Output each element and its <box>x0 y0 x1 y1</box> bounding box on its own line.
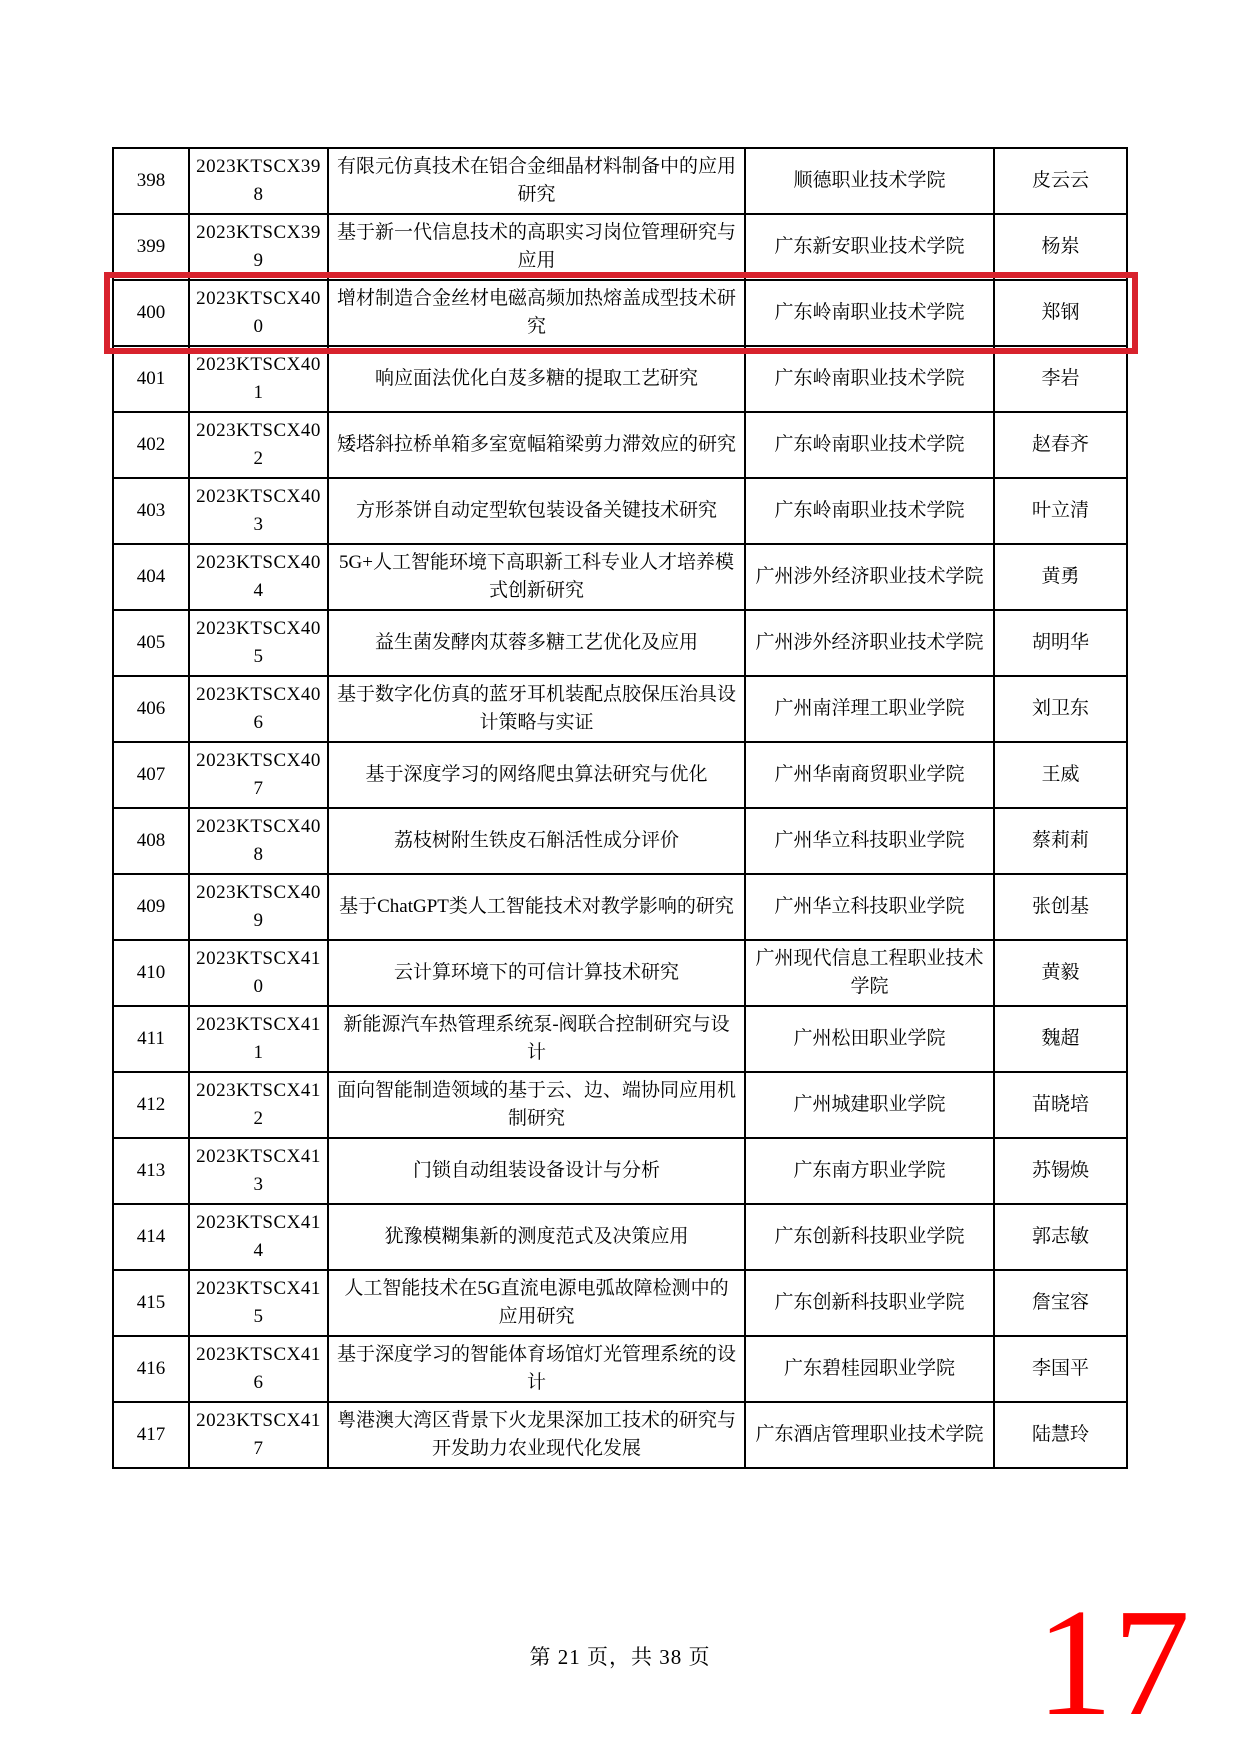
row-number: 408 <box>113 808 189 874</box>
project-title: 基于深度学习的网络爬虫算法研究与优化 <box>328 742 745 808</box>
project-leader: 詹宝容 <box>994 1270 1127 1336</box>
table-row <box>113 148 1127 214</box>
project-title: 人工智能技术在5G直流电源电弧故障检测中的应用研究 <box>328 1270 745 1336</box>
project-leader: 苏锡焕 <box>994 1138 1127 1204</box>
project-leader: 魏超 <box>994 1006 1127 1072</box>
project-code: 2023KTSCX414 <box>189 1204 328 1270</box>
project-code: 2023KTSCX402 <box>189 412 328 478</box>
project-title: 有限元仿真技术在铝合金细晶材料制备中的应用研究 <box>328 148 745 214</box>
table-row <box>113 544 1127 610</box>
project-leader: 黄毅 <box>994 940 1127 1006</box>
table-row <box>113 1138 1127 1204</box>
table-row <box>113 214 1127 280</box>
project-leader: 杨岽 <box>994 214 1127 280</box>
project-leader: 李岩 <box>994 346 1127 412</box>
table-row <box>113 1336 1127 1402</box>
project-code: 2023KTSCX410 <box>189 940 328 1006</box>
institution: 顺德职业技术学院 <box>745 148 994 214</box>
table-row <box>113 808 1127 874</box>
row-number: 416 <box>113 1336 189 1402</box>
row-number: 415 <box>113 1270 189 1336</box>
project-code: 2023KTSCX405 <box>189 610 328 676</box>
institution: 广州南洋理工职业学院 <box>745 676 994 742</box>
project-code: 2023KTSCX398 <box>189 148 328 214</box>
institution: 广东岭南职业技术学院 <box>745 412 994 478</box>
table-row <box>113 478 1127 544</box>
project-code: 2023KTSCX401 <box>189 346 328 412</box>
project-leader: 郭志敏 <box>994 1204 1127 1270</box>
project-leader: 郑钢 <box>994 280 1127 346</box>
project-title: 矮塔斜拉桥单箱多室宽幅箱梁剪力滞效应的研究 <box>328 412 745 478</box>
row-number: 405 <box>113 610 189 676</box>
projects-table <box>112 147 1128 1469</box>
project-leader: 苗晓培 <box>994 1072 1127 1138</box>
project-title: 5G+人工智能环境下高职新工科专业人才培养模式创新研究 <box>328 544 745 610</box>
project-title: 基于新一代信息技术的高职实习岗位管理研究与应用 <box>328 214 745 280</box>
project-code: 2023KTSCX409 <box>189 874 328 940</box>
project-title: 基于深度学习的智能体育场馆灯光管理系统的设计 <box>328 1336 745 1402</box>
institution: 广东创新科技职业学院 <box>745 1270 994 1336</box>
institution: 广东南方职业学院 <box>745 1138 994 1204</box>
institution: 广州城建职业学院 <box>745 1072 994 1138</box>
table-row <box>113 1204 1127 1270</box>
row-number: 417 <box>113 1402 189 1468</box>
project-title: 益生菌发酵肉苁蓉多糖工艺优化及应用 <box>328 610 745 676</box>
institution: 广州华南商贸职业学院 <box>745 742 994 808</box>
row-number: 413 <box>113 1138 189 1204</box>
project-code: 2023KTSCX399 <box>189 214 328 280</box>
project-code: 2023KTSCX411 <box>189 1006 328 1072</box>
project-leader: 李国平 <box>994 1336 1127 1402</box>
table-row <box>113 280 1127 346</box>
project-title: 荔枝树附生铁皮石斛活性成分评价 <box>328 808 745 874</box>
project-leader: 陆慧玲 <box>994 1402 1127 1468</box>
project-leader: 黄勇 <box>994 544 1127 610</box>
institution: 广州现代信息工程职业技术学院 <box>745 940 994 1006</box>
project-leader: 刘卫东 <box>994 676 1127 742</box>
institution: 广东碧桂园职业学院 <box>745 1336 994 1402</box>
project-title: 基于数字化仿真的蓝牙耳机装配点胶保压治具设计策略与实证 <box>328 676 745 742</box>
row-number: 401 <box>113 346 189 412</box>
page-footer: 第 21 页，共 38 页 <box>529 1645 711 1669</box>
row-number: 412 <box>113 1072 189 1138</box>
project-code: 2023KTSCX403 <box>189 478 328 544</box>
institution: 广东新安职业技术学院 <box>745 214 994 280</box>
institution: 广州华立科技职业学院 <box>745 808 994 874</box>
project-code: 2023KTSCX408 <box>189 808 328 874</box>
project-title: 增材制造合金丝材电磁高频加热熔盖成型技术研究 <box>328 280 745 346</box>
project-code: 2023KTSCX406 <box>189 676 328 742</box>
institution: 广东创新科技职业学院 <box>745 1204 994 1270</box>
project-leader: 赵春齐 <box>994 412 1127 478</box>
project-title: 响应面法优化白芨多糖的提取工艺研究 <box>328 346 745 412</box>
project-code: 2023KTSCX407 <box>189 742 328 808</box>
project-leader: 张创基 <box>994 874 1127 940</box>
table-row <box>113 1006 1127 1072</box>
row-number: 409 <box>113 874 189 940</box>
row-number: 402 <box>113 412 189 478</box>
project-leader: 蔡莉莉 <box>994 808 1127 874</box>
table-row <box>113 1402 1127 1468</box>
institution: 广东岭南职业技术学院 <box>745 478 994 544</box>
row-number: 403 <box>113 478 189 544</box>
project-title: 新能源汽车热管理系统泵-阀联合控制研究与设计 <box>328 1006 745 1072</box>
project-title: 粤港澳大湾区背景下火龙果深加工技术的研究与开发助力农业现代化发展 <box>328 1402 745 1468</box>
institution: 广东岭南职业技术学院 <box>745 346 994 412</box>
project-title: 云计算环境下的可信计算技术研究 <box>328 940 745 1006</box>
row-number: 407 <box>113 742 189 808</box>
table-row <box>113 610 1127 676</box>
project-code: 2023KTSCX415 <box>189 1270 328 1336</box>
table-row <box>113 346 1127 412</box>
institution: 广州涉外经济职业技术学院 <box>745 544 994 610</box>
row-number: 411 <box>113 1006 189 1072</box>
table-row <box>113 1270 1127 1336</box>
project-code: 2023KTSCX416 <box>189 1336 328 1402</box>
project-leader: 皮云云 <box>994 148 1127 214</box>
corner-page-number: 17 <box>1036 1578 1190 1748</box>
table-row <box>113 874 1127 940</box>
project-title: 门锁自动组装设备设计与分析 <box>328 1138 745 1204</box>
project-leader: 叶立清 <box>994 478 1127 544</box>
row-number: 398 <box>113 148 189 214</box>
row-number: 404 <box>113 544 189 610</box>
table-row <box>113 1072 1127 1138</box>
project-code: 2023KTSCX417 <box>189 1402 328 1468</box>
row-number: 399 <box>113 214 189 280</box>
project-code: 2023KTSCX413 <box>189 1138 328 1204</box>
row-number: 410 <box>113 940 189 1006</box>
institution: 广东岭南职业技术学院 <box>745 280 994 346</box>
row-number: 400 <box>113 280 189 346</box>
project-leader: 胡明华 <box>994 610 1127 676</box>
project-title: 面向智能制造领域的基于云、边、端协同应用机制研究 <box>328 1072 745 1138</box>
project-title: 方形茶饼自动定型软包装设备关键技术研究 <box>328 478 745 544</box>
table-row <box>113 412 1127 478</box>
project-title: 基于ChatGPT类人工智能技术对教学影响的研究 <box>328 874 745 940</box>
institution: 广东酒店管理职业技术学院 <box>745 1402 994 1468</box>
table-row <box>113 742 1127 808</box>
institution: 广州华立科技职业学院 <box>745 874 994 940</box>
project-code: 2023KTSCX400 <box>189 280 328 346</box>
institution: 广州松田职业学院 <box>745 1006 994 1072</box>
project-leader: 王威 <box>994 742 1127 808</box>
project-code: 2023KTSCX412 <box>189 1072 328 1138</box>
project-code: 2023KTSCX404 <box>189 544 328 610</box>
row-number: 406 <box>113 676 189 742</box>
project-title: 犹豫模糊集新的测度范式及决策应用 <box>328 1204 745 1270</box>
table-row <box>113 676 1127 742</box>
institution: 广州涉外经济职业技术学院 <box>745 610 994 676</box>
table-row <box>113 940 1127 1006</box>
row-number: 414 <box>113 1204 189 1270</box>
